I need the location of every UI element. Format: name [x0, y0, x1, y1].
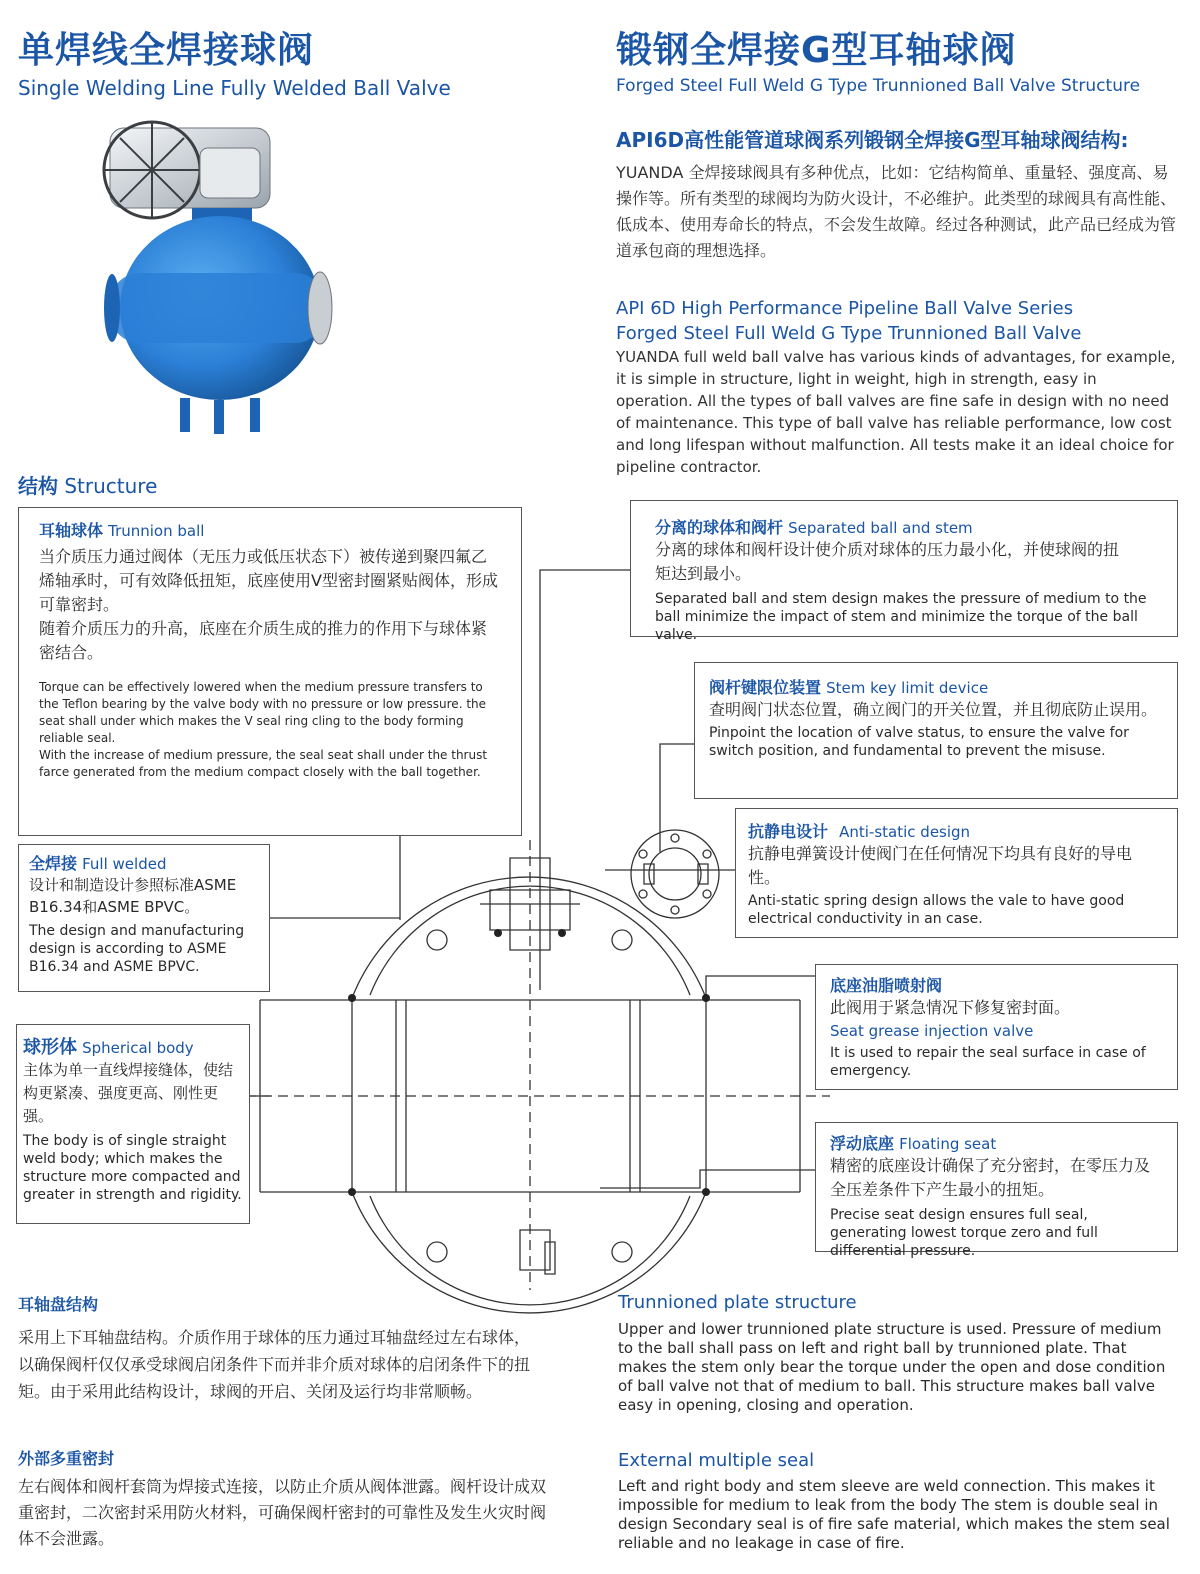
- right-subtitle-cn: API6D高性能管道球阀系列锻钢全焊接G型耳轴球阀结构:: [616, 128, 1129, 152]
- callout-spherical-en: The body is of single straight weld body; which makes the structure more compacted and greater in strength and rigidity.: [23, 1133, 242, 1203]
- callout-spherical-title-en: Spherical body: [82, 1039, 194, 1057]
- right-desc-en: YUANDA full weld ball valve has various kinds of advantages, for example, it is simple in structure, light in weight, high in strength, easy in operation. All the types of ball valves are fine safe in design with no need of maintenance. This type of ball valve has reliable performance, low cost and long lifespan without malfunction. All tests make it an ideal choice for pipeline contractor.: [616, 348, 1176, 476]
- trunnion-plate-en-title: Trunnioned plate structure: [618, 1292, 857, 1313]
- callout-separated-title-en: Separated ball and stem: [788, 519, 973, 537]
- trunnion-plate-cn-title: 耳轴盘结构: [18, 1295, 99, 1314]
- structure-heading-en: Structure: [64, 474, 158, 498]
- callout-spherical-cn: 主体为单一直线焊接缝体，使结构更紧凑、强度更高、刚性更强。: [23, 1061, 234, 1125]
- callout-stemkey-en: Pinpoint the location of valve status, to ensure the valve for switch position, and fundamental to prevent the misuse.: [709, 725, 1129, 759]
- right-subtitle-en-2: Forged Steel Full Weld G Type Trunnioned Ball Valve: [616, 323, 1082, 344]
- callout-trunnion-ball: [18, 507, 522, 836]
- right-title-cn: 锻钢全焊接G型耳轴球阀: [616, 30, 1017, 71]
- callout-trunnion-title-en: Trunnion ball: [108, 522, 205, 540]
- callout-trunnion-cn-2: 随着介质压力的升高，底座在介质生成的推力的作用下与球体紧密结合。: [39, 619, 488, 662]
- callout-full-welded: [18, 844, 270, 992]
- seal-cn-text: 左右阀体和阀杆套筒为焊接式连接，以防止介质从阀体泄露。阀杆设计成双重密封，二次密封采用防火材料，可确保阀杆密封的可靠性及发生火灾时阀体不会泄露。: [18, 1477, 547, 1548]
- callout-spherical-body: [16, 1024, 250, 1224]
- callout-stemkey-cn: 查明阀门状态位置，确立阀门的开关位置，并且彻底防止误用。: [709, 700, 1158, 719]
- callout-grease-title-en: Seat grease injection valve: [830, 1022, 1034, 1040]
- callout-separated-en: Separated ball and stem design makes the pressure of medium to the ball minimize the impact of stem and minimize the torque of the ball valve.: [655, 591, 1147, 643]
- right-subtitle-en-1: API 6D High Performance Pipeline Ball Valve Series: [616, 298, 1074, 319]
- structure-heading-cn: 结构: [18, 474, 58, 498]
- callout-seat-grease: [815, 964, 1178, 1090]
- callout-stemkey-title-en: Stem key limit device: [826, 679, 989, 697]
- callout-floating-en: Precise seat design ensures full seal, generating lowest torque zero and full differential pressure.: [830, 1207, 1098, 1259]
- seal-cn-title: 外部多重密封: [18, 1449, 115, 1468]
- callout-stem-key-limit: [694, 662, 1178, 799]
- right-title-en: Forged Steel Full Weld G Type Trunnioned Ball Valve Structure: [616, 76, 1141, 96]
- trunnion-plate-cn-text: 采用上下耳轴盘结构。介质作用于球体的压力通过耳轴盘经过左右球体，以确保阀杆仅仅承受球阀启闭条件下而并非介质对球体的启闭条件下的扭矩。由于采用此结构设计，球阀的开启、关闭及运行均非常顺畅。: [18, 1328, 531, 1401]
- callout-separated-cn: 分离的球体和阀杆设计使介质对球体的压力最小化，并使球阀的扭矩达到最小。: [655, 540, 1120, 583]
- trunnion-plate-en-text: Upper and lower trunnioned plate structure is used. Pressure of medium to the ball shall pass on left and right ball by trunnioned plate. That makes the stem only bear the torque under the open and dose condition of ball valve not that of medium to ball. This structure makes ball valve easy in opening, closing and operation.: [618, 1320, 1166, 1414]
- callout-floating-seat: [815, 1122, 1178, 1259]
- callout-trunnion-en-2: With the increase of medium pressure, the seal seat shall under the thrust farce generated from the medium compact closely with the ball together.: [39, 748, 488, 779]
- callout-floating-cn: 精密的底座设计确保了充分密封，在零压力及全压差条件下产生最小的扭矩。: [830, 1156, 1151, 1199]
- callout-antistatic-en: Anti-static spring design allows the vale to have good electrical conductivity in an case.: [748, 893, 1125, 927]
- left-title-cn: 单焊线全焊接球阀: [18, 30, 315, 71]
- callout-stemkey-title-cn: 阀杆键限位装置: [709, 678, 822, 697]
- callout-antistatic-title-en: Anti-static design: [839, 823, 971, 841]
- callout-grease-en: It is used to repair the seal surface in case of emergency.: [830, 1045, 1146, 1079]
- callout-welded-cn: 设计和制造设计参照标准ASME B16.34和ASME BPVC。: [29, 876, 237, 916]
- callout-floating-title-cn: 浮动底座: [830, 1134, 895, 1153]
- callout-welded-title-cn: 全焊接: [29, 854, 78, 873]
- callout-antistatic-cn: 抗静电弹簧设计使阀门在任何情况下均具有良好的导电性。: [748, 844, 1133, 887]
- callout-grease-cn: 此阀用于紧急情况下修复密封面。: [830, 998, 1071, 1017]
- callout-welded-en: The design and manufacturing design is according to ASME B16.34 and ASME BPVC.: [29, 923, 245, 975]
- left-title-en: Single Welding Line Fully Welded Ball Valve: [18, 76, 451, 100]
- seal-en-text: Left and right body and stem sleeve are weld connection. This makes it impossible for medium to leak from the body The stem is double seal in design Secondary seal is of fire safe material, which makes the stem seal reliable and no leakage in case of fire.: [618, 1477, 1170, 1552]
- callout-trunnion-title-cn: 耳轴球体: [39, 521, 104, 540]
- right-desc-cn: YUANDA 全焊接球阀具有多种优点，比如：它结构简单、重量轻、强度高、易操作等。所有类型的球阀均为防火设计，不必维护。此类型的球阀具有高性能、低成本、使用寿命长的特点，不会发生故障。经过各种测试，此产品已经成为管道承包商的理想选择。: [616, 163, 1177, 260]
- callout-floating-title-en: Floating seat: [899, 1135, 997, 1153]
- callout-separated-title-cn: 分离的球体和阀杆: [655, 518, 784, 537]
- callout-spherical-title-cn: 球形体: [23, 1037, 77, 1058]
- seal-en-title: External multiple seal: [618, 1450, 815, 1471]
- callout-grease-title-cn: 底座油脂喷射阀: [830, 976, 943, 995]
- callout-welded-title-en: Full welded: [82, 855, 167, 873]
- callout-trunnion-en-1: Torque can be effectively lowered when the medium pressure transfers to the Teflon bearing by the valve body with no pressure or low pressure. the seat shall under which makes the V seal ring cling to the body forming reliable seal.: [39, 680, 487, 745]
- callout-anti-static: [735, 808, 1178, 938]
- callout-trunnion-cn-1: 当介质压力通过阀体（无压力或低压状态下）被传递到聚四氟乙烯轴承时，可有效降低扭矩，底座使用V型密封圈紧贴阀体，形成可靠密封。: [39, 547, 498, 614]
- callout-antistatic-title-cn: 抗静电设计: [748, 822, 829, 841]
- callout-separated-ball-stem: [630, 500, 1178, 643]
